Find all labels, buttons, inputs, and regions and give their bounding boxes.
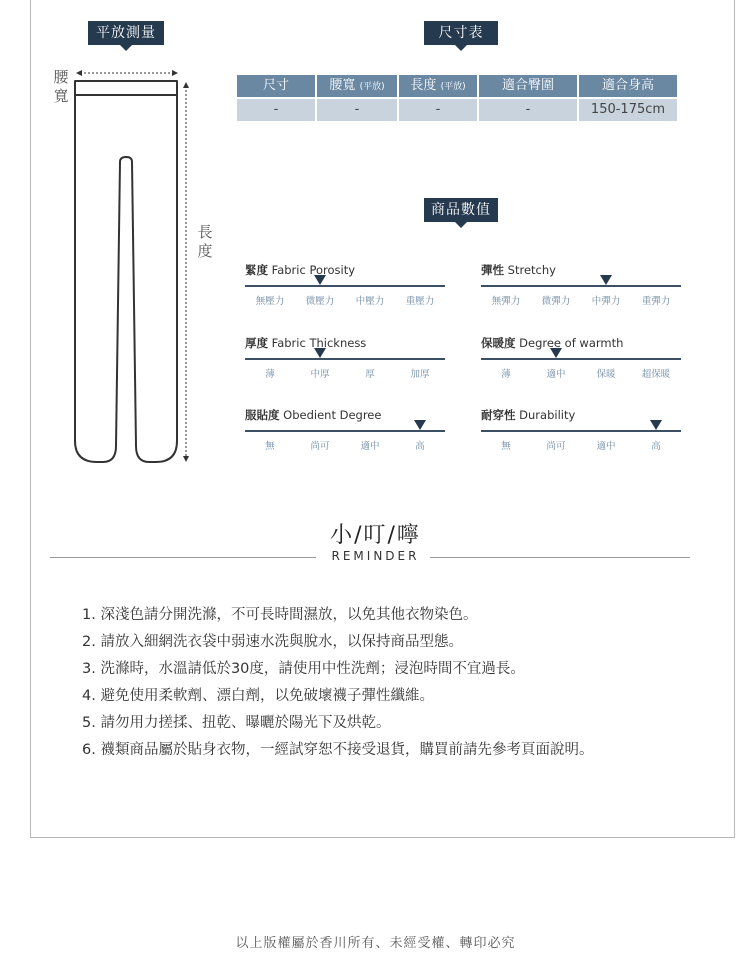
reminder-item: 3. 洗滌時，水溫請低於30度，請使用中性洗劑；浸泡時間不宜過長。 — [82, 661, 525, 677]
flat-measure-tag: 平放測量 — [88, 21, 164, 45]
metric-option: 薄 — [265, 369, 275, 380]
size-header-cell: 腰寬 (平放) — [317, 75, 397, 97]
metric-option: 超保暖 — [641, 369, 671, 380]
metric-level-marker — [414, 420, 426, 430]
metric-title: 服貼度 Obedient Degree — [245, 408, 382, 422]
metric-options — [245, 438, 445, 452]
metric-scale-line — [481, 285, 681, 287]
metric-option: 高 — [415, 441, 425, 452]
copyright-footer: 以上版權屬於香川所有、未經受權、轉印必究 — [235, 936, 516, 951]
metric-fabric-porosity — [245, 262, 445, 312]
metric-obedient-degree — [245, 407, 445, 457]
size-chart-tag: 尺寸表 — [424, 21, 498, 45]
size-value-cell: - — [399, 99, 477, 121]
tights-outline — [75, 81, 177, 462]
metric-option: 中厚 — [310, 369, 330, 380]
metric-level-marker — [550, 348, 562, 358]
metric-option: 薄 — [501, 369, 511, 380]
metric-option: 適中 — [596, 441, 616, 452]
reminder-item: 5. 請勿用力搓揉、扭乾、曝曬於陽光下及烘乾。 — [82, 715, 391, 731]
size-value-cell: - — [317, 99, 397, 121]
length-label: 長度 — [197, 223, 213, 260]
size-table-header-row — [237, 75, 679, 99]
metric-option: 微壓力 — [305, 296, 335, 307]
size-table-value-row — [237, 99, 679, 123]
metric-fabric-thickness — [245, 335, 445, 385]
metric-option: 無壓力 — [255, 296, 285, 307]
metric-options — [481, 293, 681, 307]
metric-scale-line — [245, 358, 445, 360]
reminder-item: 4. 避免使用柔軟劑、漂白劑，以免破壞襪子彈性纖維。 — [82, 688, 434, 704]
size-table — [237, 75, 679, 123]
metric-warmth — [481, 335, 681, 385]
metric-option: 加厚 — [410, 369, 430, 380]
metric-title: 彈性 Stretchy — [481, 263, 556, 277]
metric-option: 無 — [265, 441, 275, 452]
metric-option: 適中 — [546, 369, 566, 380]
size-header-cell: 適合身高 — [579, 75, 677, 97]
reminder-subtitle: REMINDER — [331, 549, 420, 563]
reminder-list — [82, 602, 702, 764]
metric-stretchy — [481, 262, 681, 312]
metric-option: 無 — [501, 441, 511, 452]
size-value-cell: - — [237, 99, 315, 121]
reminder-item: 2. 請放入細網洗衣袋中弱速水洗與脫水，以保持商品型態。 — [82, 634, 463, 650]
metric-level-marker — [650, 420, 662, 430]
metric-option: 尚可 — [546, 441, 566, 452]
length-arrow — [183, 82, 189, 462]
metric-title: 厚度 Fabric Thickness — [245, 336, 367, 350]
metric-option: 無彈力 — [491, 296, 521, 307]
metric-level-marker — [314, 275, 326, 285]
metric-option: 重壓力 — [405, 296, 435, 307]
metric-option: 適中 — [360, 441, 380, 452]
size-header-cell: 尺寸 — [237, 75, 315, 97]
metric-option: 重彈力 — [641, 296, 671, 307]
metric-option: 微彈力 — [541, 296, 571, 307]
metric-title: 保暖度 Degree of warmth — [481, 336, 624, 350]
size-value-cell: - — [479, 99, 577, 121]
metric-scale-line — [245, 430, 445, 432]
size-header-cell: 長度 (平放) — [399, 75, 477, 97]
metric-option: 高 — [651, 441, 661, 452]
size-value-cell: 150-175cm — [579, 99, 677, 121]
metric-scale-line — [245, 285, 445, 287]
metric-scale-line — [481, 430, 681, 432]
metric-level-marker — [600, 275, 612, 285]
metric-option: 中壓力 — [355, 296, 385, 307]
metric-option: 保暖 — [596, 369, 616, 380]
metric-options — [245, 293, 445, 307]
waist-arrow — [76, 70, 178, 76]
metric-option: 中彈力 — [591, 296, 621, 307]
metric-options — [481, 366, 681, 380]
metric-option: 尚可 — [310, 441, 330, 452]
reminder-title: 小/叮/嚀 — [330, 523, 421, 548]
reminder-item: 6. 襪類商品屬於貼身衣物，一經試穿恕不接受退貨，購買前請先參考頁面說明。 — [82, 742, 594, 758]
metric-options — [245, 366, 445, 380]
size-header-cell: 適合臀圍 — [479, 75, 577, 97]
metric-scale-line — [481, 358, 681, 360]
metric-title: 緊度 Fabric Porosity — [245, 263, 356, 277]
metric-option: 厚 — [365, 369, 375, 380]
metric-durability — [481, 407, 681, 457]
waist-label: 腰寬 — [53, 68, 69, 105]
metric-options — [481, 438, 681, 452]
metric-title: 耐穿性 Durability — [481, 408, 576, 422]
reminder-item: 1. 深淺色請分開洗滌，不可長時間濕放，以免其他衣物染色。 — [82, 607, 478, 623]
product-values-tag: 商品數值 — [424, 198, 498, 222]
metric-level-marker — [314, 348, 326, 358]
